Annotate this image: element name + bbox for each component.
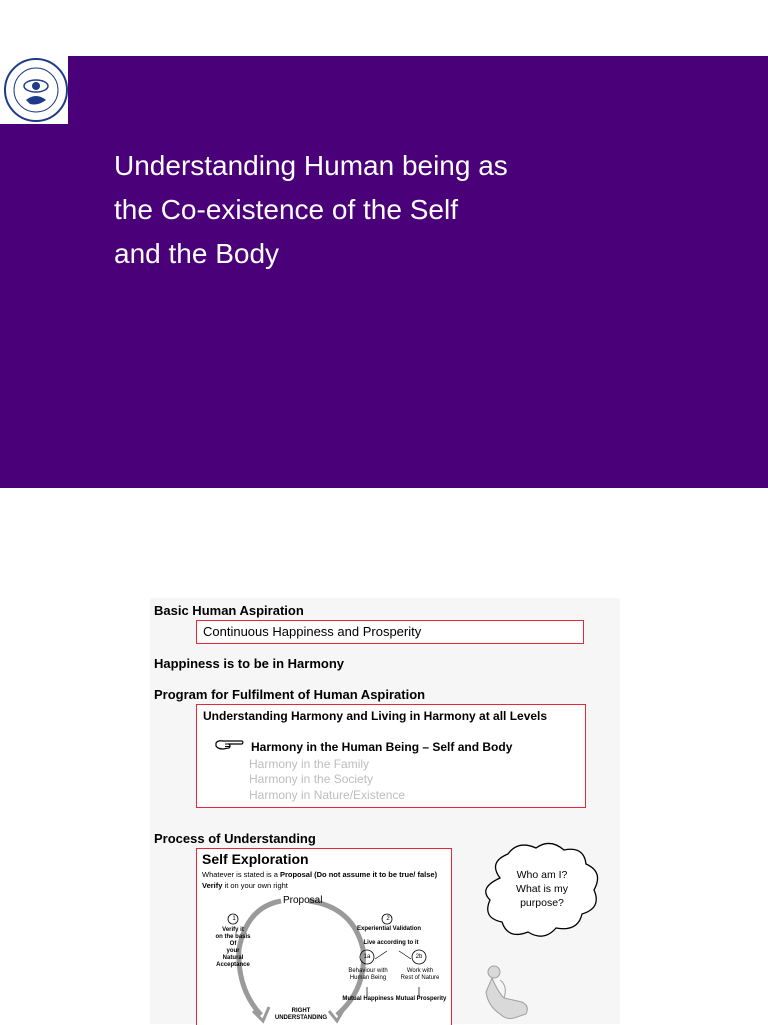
live-label: Live according to it — [363, 940, 419, 946]
logo-emblem — [0, 56, 68, 124]
step-2-number: 2 — [386, 916, 390, 922]
self-exploration-title: Self Exploration — [202, 851, 309, 867]
proposal-line: Whatever is stated is a Proposal (Do not assume it to be true/ false) — [202, 870, 438, 879]
circle-2b-label: 2b — [415, 954, 423, 960]
program-heading: Program for Fulfilment of Human Aspiration — [154, 687, 426, 702]
self-exploration-box — [196, 848, 452, 1025]
proposal-label: Proposal — [283, 895, 323, 906]
title-line-3: and the Body — [114, 238, 280, 269]
level-human-being: Harmony in the Human Being – Self and Body — [251, 740, 513, 754]
top-strip — [0, 0, 768, 56]
verify-line: Verify it on your own right — [202, 881, 288, 890]
work-label: Work with Rest of Nature — [400, 968, 440, 981]
mutual-happiness-label: Mutual Happiness — [342, 996, 394, 1002]
verify-block: Verify it on the basis Of your Natural Acceptance — [215, 927, 251, 968]
levels-box — [196, 704, 586, 808]
step-1-number: 1 — [232, 916, 236, 922]
basic-aspiration-heading: Basic Human Aspiration — [154, 603, 304, 618]
process-heading: Process of Understanding — [154, 831, 316, 846]
happiness-heading: Happiness is to be in Harmony — [154, 656, 344, 671]
level-society: Harmony in the Society — [249, 772, 374, 786]
aspiration-box — [196, 620, 584, 644]
mutual-prosperity-label: Mutual Prosperity — [395, 996, 447, 1002]
levels-box-title: Understanding Harmony and Living in Harmony at all Levels — [203, 709, 548, 723]
experiential-validation-label: Experiential Validation — [356, 926, 422, 932]
cloud-text: Who am I? What is my purpose? — [516, 869, 568, 909]
title-line-2: the Co-existence of the Self — [114, 194, 458, 225]
circle-1a-label: 1a — [363, 954, 371, 960]
pointing-hand-icon — [215, 738, 245, 752]
level-family: Harmony in the Family — [249, 757, 370, 771]
thinking-figure — [478, 962, 538, 1024]
right-understanding-label: RIGHT UNDERSTANDING — [274, 1008, 328, 1021]
page-title — [114, 144, 674, 276]
aspiration-text: Continuous Happiness and Prosperity — [203, 624, 422, 639]
behaviour-label: Behaviour with Human Being — [348, 968, 388, 981]
title-line-1: Understanding Human being as — [114, 150, 508, 181]
level-nature: Harmony in Nature/Existence — [249, 788, 406, 802]
